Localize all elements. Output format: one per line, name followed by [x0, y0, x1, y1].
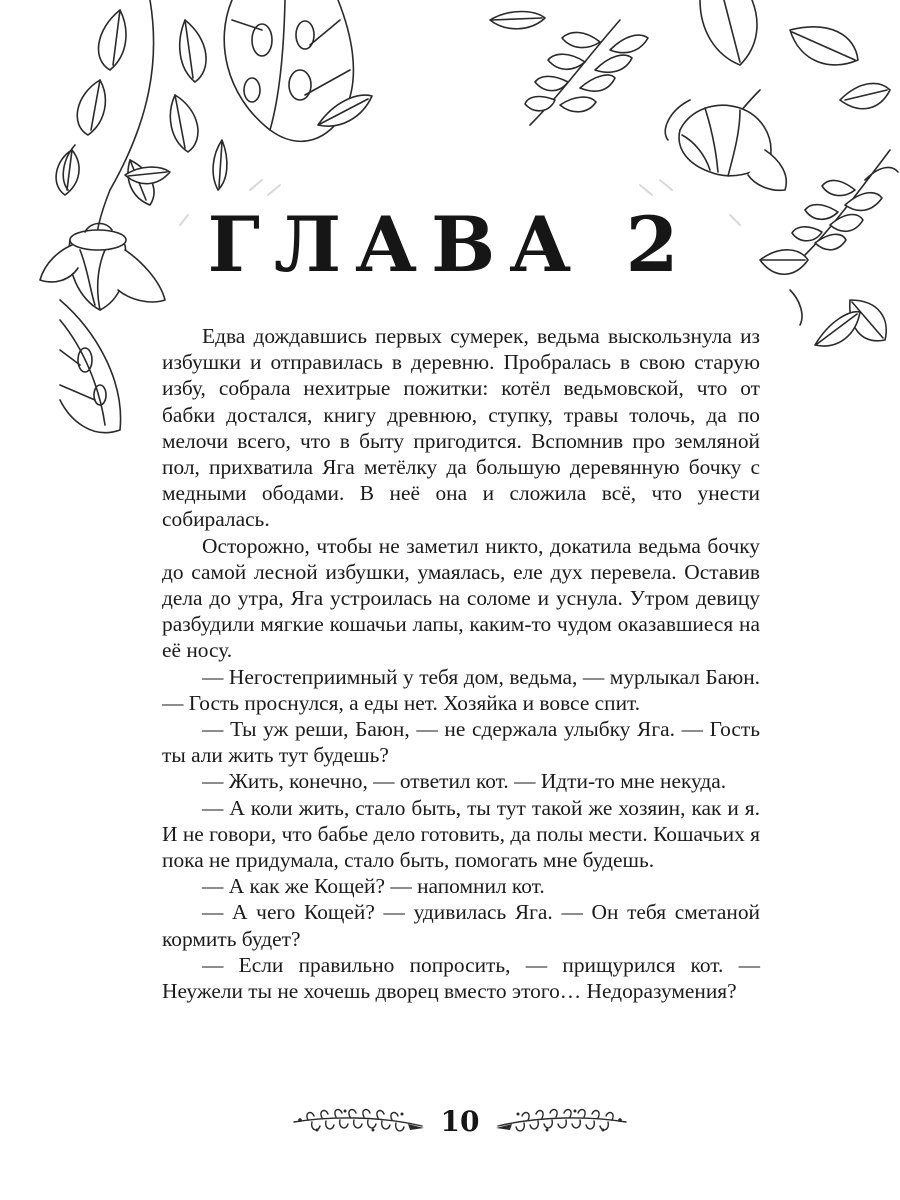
paragraph: — Негостеприимный у тебя дом, ведьма, — мурлыкал Баюн. — Гость проснулся, а еды нет. Хозяйка и вовсе спит. [162, 664, 760, 715]
paragraph: — А коли жить, стало быть, ты тут такой же хозяин, как и я. И не говори, что бабье дело готовить, да полы мести. Кошачьих я пока не придумала, стало быть, помогать мне будешь. [162, 795, 760, 873]
paragraph: — Ты уж реши, Баюн, — не сдержала улыбку Яга. — Гость ты али жить тут будешь? [162, 717, 760, 768]
vine-ornament-icon [495, 1106, 630, 1138]
chapter-title: ГЛАВА 2 [207, 200, 693, 289]
paragraph: — А чего Кощей? — удивилась Яга. — Он тебя сметаной кормить будет? [162, 900, 760, 951]
page-number: 10 [440, 1105, 480, 1138]
paragraph: Едва дождавшись первых сумерек, ведьма выскользнула из избушки и отправилась в деревню. Пробралась в свою старую избу, собрала нехитрые пожитки: котёл ведьмовской, что от бабки достался, книгу древнюю, ступку, травы толочь, да по мелочи всего, что в быту пригодится. Вспомнив про земляной пол, прихватила Яга метёлку да большую деревянную бочку с медными ободами. В неё она и сложила всё, что унести собиралась. [162, 324, 760, 532]
paragraph: — А как же Кощей? — напомнил кот. [202, 874, 545, 899]
paragraph: — Если правильно попросить, — прищурился кот. — Неужели ты не хочешь дворец вместо этого… Недоразумения? [162, 952, 760, 1004]
paragraph: Осторожно, чтобы не заметил никто, докатила ведьма бочку до самой лесной избушки, умаялась, еле дух перевела. Оставив дела до утра, Яга устроилась на соломе и уснула. Утром девицу разбудили мягкие кошачьи лапы, каким-то чудом оказавшиеся на её носу. [162, 533, 760, 663]
paragraph: — Жить, конечно, — ответил кот. — Идти-то мне некуда. [202, 769, 727, 794]
chapter-body [162, 323, 760, 1004]
page-footer [290, 1100, 630, 1150]
